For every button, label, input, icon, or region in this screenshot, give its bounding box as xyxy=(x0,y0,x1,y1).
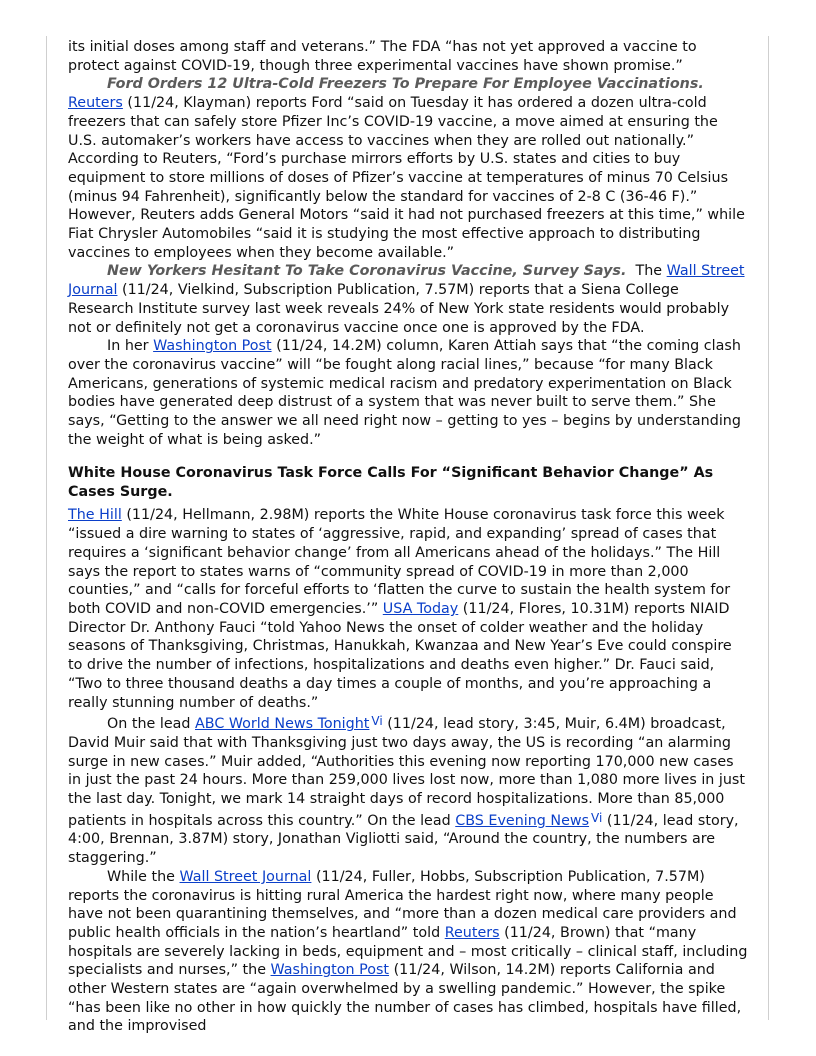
link-cbs-evening-news[interactable]: CBS Evening News xyxy=(455,812,590,829)
ford-subheadline: Ford Orders 12 Ultra-Cold Freezers To Prepare For Employee Vaccinations. xyxy=(107,76,704,93)
link-usa-today[interactable]: USA Today xyxy=(382,600,459,617)
paragraph-text: On the lead xyxy=(107,716,196,733)
paragraph-text: (11/24, Flores, 10.31M) reports NIAID Director Dr. Anthony Fauci “told Yahoo News the onset of colder weather and the holiday seasons of Thanksgiving, Christmas, Hanukkah, Kwanzaa and New Year’s Eve could conspire to drive the number of infections, hospitalizations and deaths even higher.” Dr. Fauci said, “Two to three thousand deaths a day times a couple of months, and you’re approaching a really stunning number of deaths.” xyxy=(68,600,732,711)
paragraph-text: In her xyxy=(107,338,154,355)
paragraph-rural-hospitals xyxy=(68,868,748,1036)
paragraph-ford-freezers xyxy=(68,75,748,262)
paragraph-text: (11/24, lead story, 4:00, Brennan, 3.87M) story, Jonathan Vigliotti said, “Around the country, the numbers are staggering.” xyxy=(68,812,739,867)
paragraph-fda-continuation xyxy=(68,38,748,75)
paragraph-text: (11/24, Vielkind, Subscription Publication, 7.57M) reports that a Siena College Research Institute survey last week reveals 24% of New York state residents would probably not or definitely not get a coronavirus vaccine once one is approved by the FDA. xyxy=(68,282,730,336)
link-reuters[interactable]: Reuters xyxy=(444,924,500,941)
link-reuters[interactable]: Reuters xyxy=(68,95,123,112)
document-body xyxy=(68,38,748,1036)
left-margin-rule xyxy=(46,36,47,1020)
paragraph-task-force xyxy=(68,506,748,712)
paragraph-text: (11/24, 14.2M) column, Karen Attiah says that “the coming clash over the coronavirus vaccine” will “be fought along racial lines,” because “for many Black Americans, generations of systemic medical racism and predatory experimentation on Black bodies have generated deep distrust of a system that was never built to serve them.” She says, “Getting to the answer we all need right now – getting to yes – begins by understanding the weight of what is being asked.” xyxy=(68,338,741,448)
paragraph-text: (11/24, Wilson, 14.2M) reports California and other Western states are “again overwhelmed by a swelling pandemic.” However, the spike “has been like no other in how quickly the number of cases has climbed, hospitals have filled, and the improvised xyxy=(68,962,742,1035)
link-washington-post[interactable]: Washington Post xyxy=(153,338,272,355)
paragraph-text: its initial doses among staff and veterans.” The FDA “has not yet approved a vaccine to protect against COVID-19, though three experimental vaccines have shown promise.” xyxy=(68,39,697,74)
paragraph-text: While the xyxy=(107,868,180,885)
new-yorkers-subheadline: New Yorkers Hesitant To Take Coronavirus Vaccine, Survey Says. xyxy=(107,263,627,280)
paragraph-attiah-column xyxy=(68,337,748,449)
link-washington-post[interactable]: Washington Post xyxy=(270,962,390,979)
paragraph-text: (11/24, Hellmann, 2.98M) reports the White House coronavirus task force this week “issued a dire warning to states of ‘aggressive, rapid, and expanding’ spread of cases that requires a ‘significant behavior change’ from all Americans ahead of the holidays.” The Hill says the report to states warns of “community spread of COVID-19 in more than 2,000 counties,” and “calls for forceful efforts to ‘flatten the curve to sustain the health system for both COVID and non-COVID emergencies.’” xyxy=(68,507,731,617)
paragraph-text: (11/24, lead story, 3:45, Muir, 6.4M) broadcast, David Muir said that with Thanksgiving just two days away, the US is recording “an alarming surge in new cases.” Muir added, “Authorities this evening now reporting 170,000 new cases in just the past 24 hours. More than 259,000 lives lost now, more than 1,080 more lives in just the last day. Tonight, we mark 14 straight days of record hospitalizations. More than 85,000 patients in hospitals across this country.” On the lead xyxy=(68,716,745,829)
paragraph-text: The xyxy=(626,263,667,280)
video-marker-icon[interactable]: Vi xyxy=(371,714,383,729)
paragraph-text: (11/24, Fuller, Hobbs, Subscription Publication, 7.57M) reports the coronavirus is hitting rural America the hardest right now, where many people have not been quarantining themselves, and “more than a dozen medical care providers and public health officials in the nation’s heartland” told xyxy=(68,868,737,941)
paragraph-text: (11/24, Klayman) reports Ford “said on Tuesday it has ordered a dozen ultra-cold freezers that can safely store Pfizer Inc’s COVID-19 vaccine, a move aimed at ensuring the U.S. automaker’s workers have access to vaccines when they are rolled out nationally.” According to Reuters, “Ford’s purchase mirrors efforts by U.S. states and cities to buy equipment to store millions of doses of Pfizer’s vaccine at temperatures of minus 70 Celsius (minus 94 Fahrenheit), significantly below the standard for vaccines of 2-8 C (36-46 F).” However, Reuters adds General Motors “said it had not purchased freezers at this time,” while Fiat Chrysler Automobiles “said it is studying the most effective approach to distributing vaccines to employees when they become available.” xyxy=(68,95,745,261)
link-the-hill[interactable]: The Hill xyxy=(68,507,122,524)
paragraph-new-yorkers-survey xyxy=(68,262,748,337)
video-marker-icon[interactable]: Vi xyxy=(591,810,603,825)
paragraph-network-news xyxy=(68,712,748,868)
section-headline: White House Coronavirus Task Force Calls For “Significant Behavior Change” As Cases Surge. xyxy=(68,465,714,501)
link-wall-street-journal[interactable]: Wall Street Journal xyxy=(179,868,312,885)
right-margin-rule xyxy=(768,36,769,1020)
link-wall-street-journal[interactable]: Wall Street Journal xyxy=(68,263,745,299)
paragraph-text: (11/24, Brown) that “many hospitals are severely lacking in beds, equipment and – most critically – clinical staff, including specialists and nurses,” the xyxy=(68,924,748,979)
link-abc-world-news-tonight[interactable]: ABC World News Tonight xyxy=(195,716,370,733)
